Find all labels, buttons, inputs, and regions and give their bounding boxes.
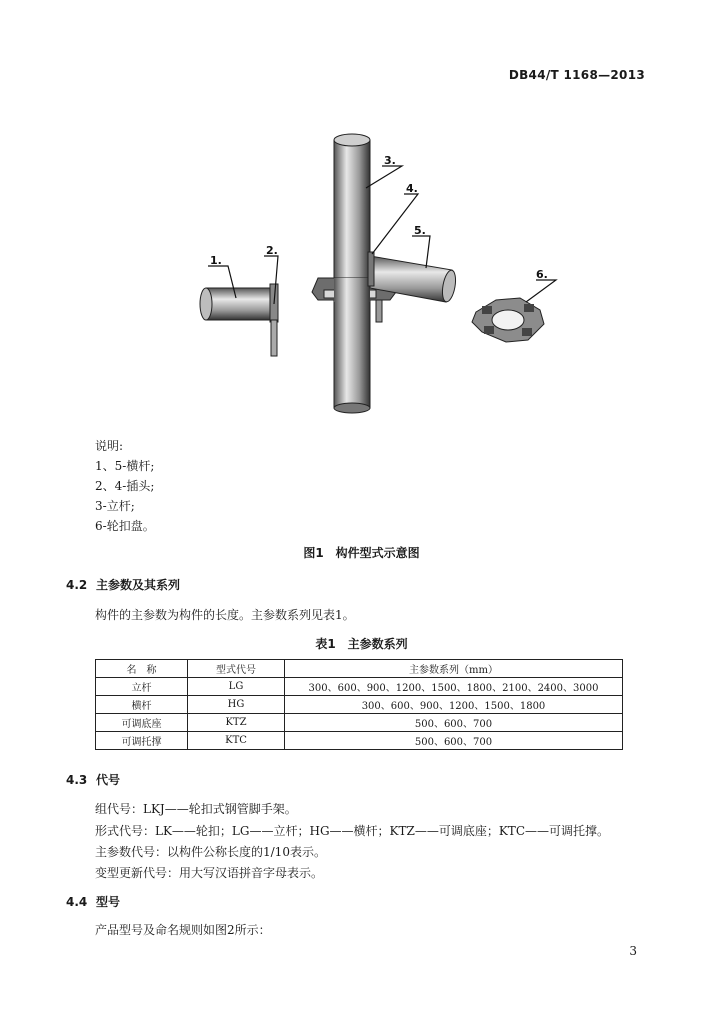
table-cell: KTC	[188, 732, 285, 750]
legend-item: 6-轮扣盘。	[95, 519, 155, 533]
table-cell: 可调托撑	[96, 732, 188, 750]
table-header-row	[96, 660, 623, 678]
section-4-3-line: 组代号：LKJ——轮扣式钢管脚手架。	[95, 802, 297, 816]
table-header-cell: 名 称	[96, 660, 188, 678]
table-header-cell: 型式代号	[188, 660, 285, 678]
table-cell: 500、600、700	[285, 732, 623, 750]
part-2-plug	[270, 284, 278, 356]
table-cell: HG	[188, 696, 285, 714]
table-cell: 可调底座	[96, 714, 188, 732]
label-6: 6.	[536, 268, 548, 281]
component-figure	[190, 128, 570, 418]
section-title: 主参数及其系列	[96, 578, 181, 592]
table-row	[96, 714, 623, 732]
table-cell: 立杆	[96, 678, 188, 696]
figure-caption: 图1 构件型式示意图	[303, 546, 420, 560]
label-4: 4.	[406, 182, 418, 195]
table-cell: LG	[188, 678, 285, 696]
part-1-crossbar	[200, 288, 272, 320]
section-number: 4.3	[66, 773, 88, 787]
table-cell: 300、600、900、1200、1500、1800	[285, 696, 623, 714]
section-heading-4-4	[66, 893, 120, 910]
label-3: 3.	[384, 154, 396, 167]
section-number: 4.2	[66, 578, 88, 592]
legend-item: 2、4-插头;	[95, 479, 155, 493]
main-parameter-table	[95, 659, 623, 750]
label-1: 1.	[210, 254, 222, 267]
section-4-3-line: 主参数代号：以构件公称长度的1/10表示。	[95, 845, 326, 859]
legend-item: 3-立杆;	[95, 499, 135, 513]
table-row	[96, 696, 623, 714]
section-title: 代号	[96, 773, 121, 787]
section-4-4-text: 产品型号及命名规则如图2所示：	[95, 923, 271, 937]
label-2: 2.	[266, 244, 278, 257]
table-header-cell: 主参数系列（mm）	[285, 660, 623, 678]
label-5: 5.	[414, 224, 426, 237]
table-caption: 表1 主参数系列	[315, 637, 408, 651]
section-heading-4-3	[66, 771, 120, 788]
section-title: 型号	[96, 895, 121, 909]
table-cell: 500、600、700	[285, 714, 623, 732]
part-3-standard	[334, 134, 370, 413]
standard-code-header: DB44/T 1168—2013	[508, 68, 645, 82]
table-cell: KTZ	[188, 714, 285, 732]
legend-item: 1、5-横杆;	[95, 459, 155, 473]
legend-title: 说明:	[95, 439, 124, 453]
section-heading-4-2	[66, 576, 180, 593]
page-number: 3	[629, 944, 637, 958]
table-cell: 横杆	[96, 696, 188, 714]
part-6-wheel-buckle-disc	[472, 298, 544, 342]
section-number: 4.4	[66, 895, 88, 909]
section-4-3-line: 形式代号：LK——轮扣；LG——立杆；HG——横杆；KTZ——可调底座；KTC——可调托撑。	[95, 824, 609, 838]
section-4-2-text: 构件的主参数为构件的长度。主参数系列见表1。	[95, 608, 355, 622]
table-row	[96, 678, 623, 696]
table-cell: 300、600、900、1200、1500、1800、2100、2400、3000	[285, 678, 623, 696]
section-4-3-line: 变型更新代号：用大写汉语拼音字母表示。	[95, 866, 324, 880]
table-row	[96, 732, 623, 750]
